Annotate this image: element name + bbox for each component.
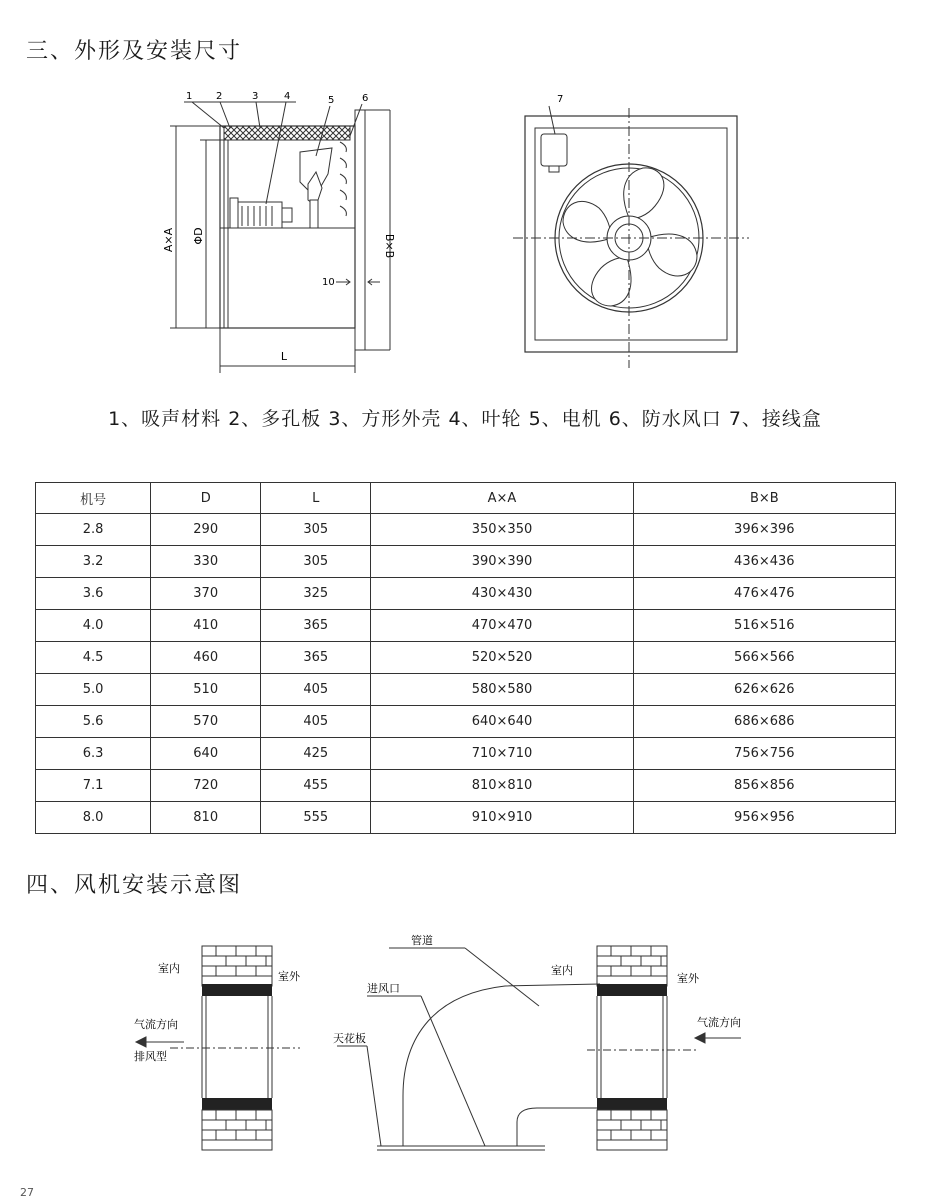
dim-gap-label: 10 xyxy=(322,277,335,288)
table-cell: 626×626 xyxy=(633,674,895,706)
brick-wall-bottom xyxy=(202,1110,272,1150)
label-indoor-right: 室内 xyxy=(551,964,573,977)
table-cell: 365 xyxy=(261,610,371,642)
table-cell: 330 xyxy=(151,546,261,578)
dim-b-label: B×B xyxy=(383,233,396,259)
table-row xyxy=(36,642,896,674)
parts-legend: 1、吸声材料 2、多孔板 3、方形外壳 4、叶轮 5、电机 6、防水风口 7、接线盒 xyxy=(108,408,822,430)
table-cell: 305 xyxy=(261,546,371,578)
section-title-installation: 四、风机安装示意图 xyxy=(26,873,243,898)
table-cell: 580×580 xyxy=(371,674,633,706)
label-airflow-right: 气流方向 xyxy=(697,1016,741,1029)
table-cell: 305 xyxy=(261,514,371,546)
table-cell: 3.6 xyxy=(36,578,151,610)
motor-shape xyxy=(230,198,292,228)
flange xyxy=(355,110,365,350)
table-row xyxy=(36,770,896,802)
header-l: L xyxy=(261,483,371,514)
table-cell: 756×756 xyxy=(633,738,895,770)
table-cell: 566×566 xyxy=(633,642,895,674)
page-number: 27 xyxy=(20,1186,34,1199)
table-cell: 8.0 xyxy=(36,802,151,834)
table-cell: 436×436 xyxy=(633,546,895,578)
table-cell: 350×350 xyxy=(371,514,633,546)
dim-l-label: L xyxy=(280,350,288,363)
side-view-diagram xyxy=(150,88,420,378)
table-row xyxy=(36,610,896,642)
table-row xyxy=(36,802,896,834)
table-cell: 555 xyxy=(261,802,371,834)
brick-wall-top xyxy=(202,946,272,986)
install-ceiling-diagram xyxy=(325,926,765,1161)
table-cell: 956×956 xyxy=(633,802,895,834)
table-cell: 290 xyxy=(151,514,261,546)
table-row xyxy=(36,546,896,578)
table-row xyxy=(36,706,896,738)
callout-7: 7 xyxy=(557,94,564,105)
callout-5: 5 xyxy=(328,95,335,106)
callout-4: 4 xyxy=(284,91,291,102)
front-view-diagram xyxy=(505,88,755,378)
table-cell: 5.0 xyxy=(36,674,151,706)
label-outdoor-right: 室外 xyxy=(677,972,699,985)
table-cell: 455 xyxy=(261,770,371,802)
table-cell: 640×640 xyxy=(371,706,633,738)
table-row xyxy=(36,578,896,610)
airflow-arrow-left xyxy=(136,1037,184,1047)
table-cell: 570 xyxy=(151,706,261,738)
table-cell: 396×396 xyxy=(633,514,895,546)
table-cell: 4.0 xyxy=(36,610,151,642)
header-axa: A×A xyxy=(371,483,633,514)
table-row xyxy=(36,738,896,770)
table-cell: 476×476 xyxy=(633,578,895,610)
table-cell: 2.8 xyxy=(36,514,151,546)
header-model: 机号 xyxy=(36,483,151,514)
dim-d-label: ΦD xyxy=(192,227,205,245)
table-cell: 460 xyxy=(151,642,261,674)
table-cell: 4.5 xyxy=(36,642,151,674)
table-cell: 405 xyxy=(261,674,371,706)
table-cell: 720 xyxy=(151,770,261,802)
table-cell: 710×710 xyxy=(371,738,633,770)
table-header-row xyxy=(36,483,896,514)
table-cell: 856×856 xyxy=(633,770,895,802)
duct-inner xyxy=(517,1108,600,1146)
duct-outer xyxy=(403,984,600,1146)
callout-3: 3 xyxy=(252,91,259,102)
install-wall-diagram xyxy=(120,936,320,1161)
label-exhaust-type: 排风型 xyxy=(134,1050,167,1063)
table-cell: 430×430 xyxy=(371,578,633,610)
table-cell: 6.3 xyxy=(36,738,151,770)
table-cell: 640 xyxy=(151,738,261,770)
callout-6: 6 xyxy=(362,93,369,104)
airflow-arrow-right xyxy=(695,1033,741,1043)
dim-a-label: A×A xyxy=(162,227,175,253)
table-cell: 686×686 xyxy=(633,706,895,738)
table-cell: 405 xyxy=(261,706,371,738)
header-d: D xyxy=(151,483,261,514)
table-cell: 810×810 xyxy=(371,770,633,802)
label-ceiling: 天花板 xyxy=(333,1032,366,1045)
table-cell: 520×520 xyxy=(371,642,633,674)
brick-wall-right-bottom xyxy=(597,1110,667,1150)
impeller-shape xyxy=(300,148,332,228)
table-cell: 510 xyxy=(151,674,261,706)
table-cell: 7.1 xyxy=(36,770,151,802)
table-cell: 810 xyxy=(151,802,261,834)
louver-shape xyxy=(340,142,346,216)
label-indoor-left: 室内 xyxy=(158,962,180,975)
label-airflow-left: 气流方向 xyxy=(134,1018,178,1031)
table-cell: 516×516 xyxy=(633,610,895,642)
callout-2: 2 xyxy=(216,91,223,102)
table-cell: 3.2 xyxy=(36,546,151,578)
table-cell: 5.6 xyxy=(36,706,151,738)
table-cell: 425 xyxy=(261,738,371,770)
table-cell: 365 xyxy=(261,642,371,674)
dimensions-table xyxy=(35,482,896,834)
label-duct: 管道 xyxy=(411,934,433,947)
table-cell: 370 xyxy=(151,578,261,610)
section-title-dimensions: 三、外形及安装尺寸 xyxy=(26,39,243,64)
table-row xyxy=(36,514,896,546)
brick-wall-right-top xyxy=(597,946,667,986)
label-inlet: 进风口 xyxy=(367,982,400,995)
table-cell: 390×390 xyxy=(371,546,633,578)
table-cell: 910×910 xyxy=(371,802,633,834)
header-bxb: B×B xyxy=(633,483,895,514)
acoustic-material xyxy=(224,126,350,140)
table-row xyxy=(36,674,896,706)
label-outdoor-left: 室外 xyxy=(278,970,300,983)
table-cell: 325 xyxy=(261,578,371,610)
junction-box xyxy=(541,134,567,166)
callout-1: 1 xyxy=(186,91,193,102)
table-cell: 410 xyxy=(151,610,261,642)
table-cell: 470×470 xyxy=(371,610,633,642)
